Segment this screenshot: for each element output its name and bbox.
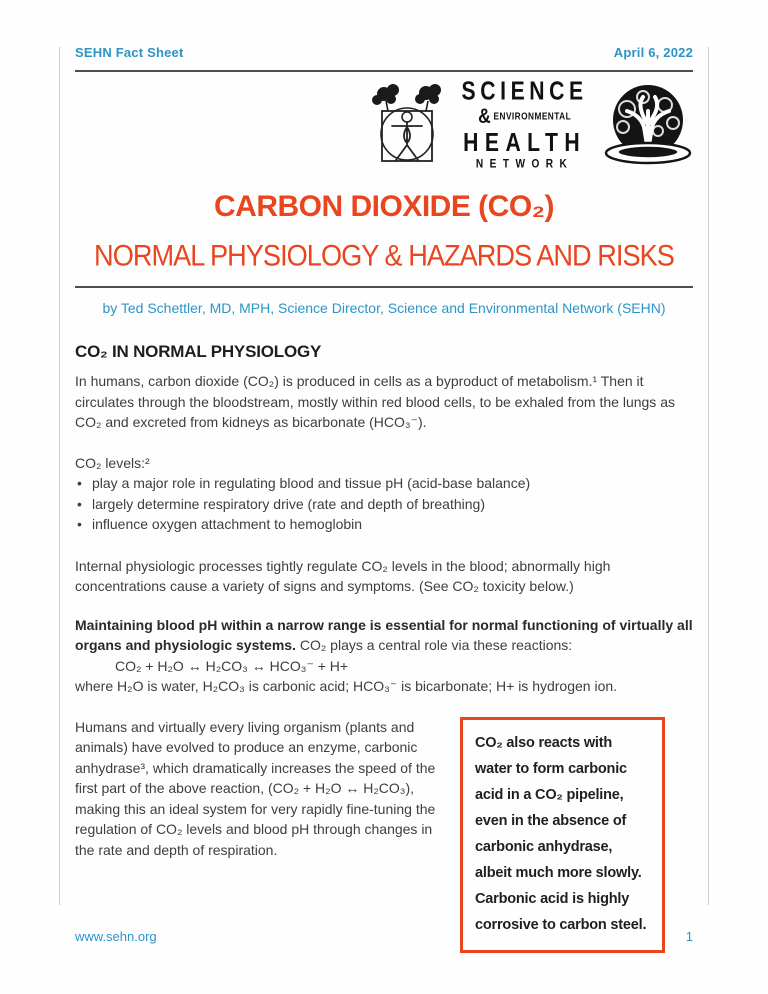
two-column-section (75, 717, 693, 953)
divider-byline (75, 286, 693, 288)
page-edge-left (59, 47, 60, 905)
co2-levels-label: CO₂ levels:² (75, 454, 150, 471)
byline: by Ted Schettler, MD, MPH, Science Director, Science and Environmental Network (SEHN) (102, 300, 666, 316)
document-header (75, 45, 693, 60)
pipeline-callout-box: CO₂ also reacts with water to form carbonic acid in a CO₂ pipeline, even in the absence of carbonic anhydrase, albeit much more slowly. Carbonic acid is highly corrosive to carbon steel. (460, 717, 665, 953)
list-item: • largely determine respiratory drive (rate and depth of breathing) (75, 494, 693, 515)
section-heading-normal-physiology: CO₂ IN NORMAL PHYSIOLOGY (75, 342, 322, 361)
organization-wordmark (461, 75, 588, 171)
document-footer (75, 929, 693, 944)
vitruvian-figure-icon (368, 81, 446, 167)
paragraph-blood-ph-rest: CO₂ plays a central role via these reactions: (295, 637, 573, 653)
co2-levels-list (75, 473, 693, 535)
paragraph-blood-ph (75, 615, 693, 697)
list-item: • influence oxygen attachment to hemoglobin (75, 514, 693, 535)
chemical-equation: CO₂ + H₂O ↔ H₂CO₃ ↔ HCO₃⁻ + H+ (115, 657, 349, 674)
paragraph-carbonic-anhydrase: Humans and virtually every living organism (plants and animals) have evolved to produce an enzyme, carbonic anhydrase³, which dramatically increases the speed of the first part of the above reaction, (CO₂ + H₂O ↔ H₂CO₃), making this an ideal system for very rapidly fine-tuning the regulation of CO₂ levels and blood pH through changes in the rate and depth of respiration. (75, 718, 436, 858)
organization-logo (75, 75, 693, 171)
paragraph-blood-ph-bold: Maintaining blood pH within a narrow range is essential for normal functioning of virtually all organs and physiologic systems. (75, 616, 693, 653)
celtic-tree-of-life-icon (603, 81, 693, 167)
paragraph-metabolism: In humans, carbon dioxide (CO₂) is produced in cells as a byproduct of metabolism.¹ Then it circulates through the bloodstream, mostly within red blood cells, to be exhaled from the lungs as CO₂ and excreted from kidneys as bicarbonate (HCO₃⁻). (75, 373, 675, 430)
header-date: April 6, 2022 (613, 45, 693, 60)
paragraph-regulation: Internal physiologic processes tightly regulate CO₂ levels in the blood; abnormally high concentrations cause a variety of signs and symptoms. (See CO₂ toxicity below.) (75, 557, 611, 594)
document-title: CARBON DIOXIDE (CO₂) (214, 190, 554, 223)
footer-website-link[interactable]: www.sehn.org (75, 929, 157, 944)
header-doc-type: SEHN Fact Sheet (75, 45, 184, 60)
equation-note: where H₂O is water, H₂CO₃ is carbonic acid; HCO₃⁻ is bicarbonate; H+ is hydrogen ion. (75, 678, 618, 694)
wordmark-network: NETWORK (475, 157, 574, 171)
wordmark-health: HEALTH (462, 126, 586, 156)
wordmark-science: SCIENCE (461, 75, 588, 105)
document-subtitle: NORMAL PHYSIOLOGY & HAZARDS AND RISKS (94, 239, 674, 272)
wordmark-environmental: ENVIRONMENTAL (493, 110, 571, 122)
divider-top (75, 70, 693, 72)
page-number: 1 (685, 929, 693, 944)
wordmark-ampersand: & (477, 104, 491, 128)
page-edge-right (708, 47, 709, 905)
list-item: • play a major role in regulating blood and tissue pH (acid-base balance) (75, 473, 693, 494)
